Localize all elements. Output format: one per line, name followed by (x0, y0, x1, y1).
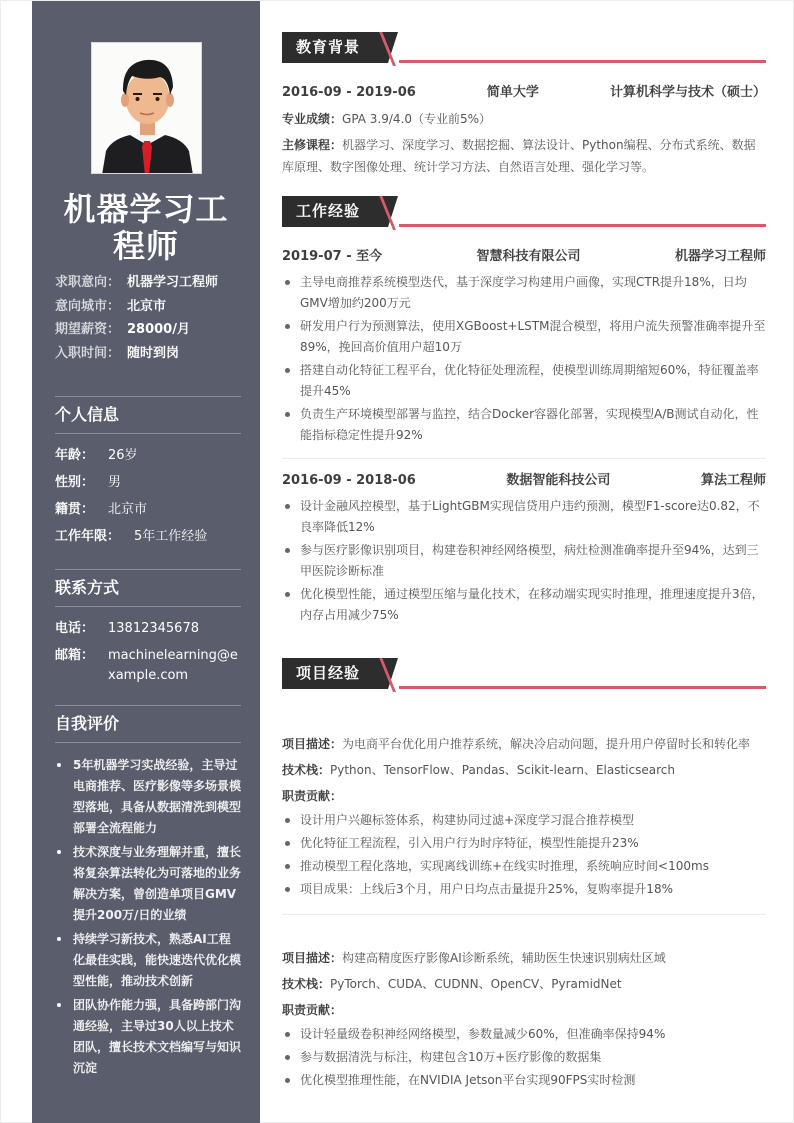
section-title: 项目经验 (282, 658, 388, 689)
info-row-hometown (55, 500, 241, 520)
info-label: 籍贯： (55, 502, 95, 517)
list-item: 项目成果：上线后3个月，用户日均点击量提升25%，复购率提升18% (282, 879, 766, 900)
project-desc-row (282, 947, 766, 969)
job-entry (282, 247, 766, 446)
job-entry (282, 471, 766, 626)
list-item: 优化特征工程流程，引入用户行为时序特征，模型性能提升23% (282, 833, 766, 854)
info-value: 男 (108, 475, 122, 490)
intent-value: 北京市 (127, 298, 167, 314)
info-label: 邮箱： (55, 648, 95, 663)
divider (55, 742, 241, 743)
info-value: 5年工作经验 (134, 529, 208, 544)
list-item: 设计轻量级卷积神经网络模型，参数量减少60%，但准确率保持94% (282, 1024, 766, 1045)
project-bullets (282, 1024, 766, 1091)
email-value[interactable]: machinelearning@example.com (108, 648, 238, 683)
intent-row-salary (55, 320, 245, 344)
info-label: 年龄： (55, 448, 95, 463)
info-label: 电话： (55, 621, 95, 636)
job-role: 算法工程师 (700, 473, 766, 488)
contact-email (55, 646, 241, 686)
accent-line (399, 224, 766, 227)
degree-major: 计算机科学与技术（硕士） (609, 85, 766, 100)
intent-row-availability (55, 344, 245, 368)
divider (282, 458, 766, 459)
avatar-illustration-icon (92, 43, 202, 174)
list-item: 团队协作能力强，具备跨部门沟通经验，主导过30人以上技术团队，擅长技术文档编写与知识沉淀 (55, 995, 241, 1079)
education-period: 2016-09 - 2019-06 (282, 85, 416, 100)
intent-value: 28000/月 (127, 322, 190, 337)
tech-stack: PyTorch、CUDA、CUDNN、OpenCV、PyramidNet (330, 977, 622, 991)
job-role: 机器学习工程师 (674, 249, 766, 264)
sidebar (32, 1, 260, 1123)
courses-value: 机器学习、深度学习、数据挖掘、算法设计、Python编程、分布式系统、数据库原理、数字图像处理、统计学习方法、自然语言处理、强化学习等。 (282, 138, 756, 174)
project-desc: 构建高精度医疗影像AI诊断系统，辅助医生快速识别病灶区域 (342, 951, 666, 965)
list-item: 优化模型性能，通过模型压缩与量化技术，在移动端实现实时推理，推理速度提升3倍，内存占用减少75% (282, 584, 766, 626)
duty-label-row (282, 785, 766, 807)
duty-label-row (282, 999, 766, 1021)
accent-line (399, 60, 766, 63)
personal-info-section (55, 396, 241, 554)
job-header-row (282, 247, 766, 267)
projects-section (282, 658, 766, 1093)
list-item: 参与医疗影像识别项目，构建卷积神经网络模型，病灶检测准确率提升至94%，达到三甲医院诊断标准 (282, 540, 766, 582)
tech-stack-row (282, 973, 766, 995)
gpa-value: GPA 3.9/4.0（专业前5%） (342, 112, 492, 126)
section-header (282, 658, 766, 689)
company-name: 智慧科技有限公司 (476, 249, 581, 264)
section-title: 工作经验 (282, 196, 388, 227)
info-value: 北京市 (108, 502, 148, 517)
divider (55, 606, 241, 607)
intent-value: 随时到岗 (127, 345, 180, 361)
intent-row-position (55, 273, 245, 297)
education-header-row (282, 83, 766, 103)
info-label: 工作年限： (55, 529, 121, 544)
phone-value[interactable]: 13812345678 (108, 621, 199, 636)
info-value: 26岁 (108, 448, 138, 463)
section-header (282, 32, 766, 63)
contact-section (55, 569, 241, 693)
candidate-title: 机器学习工程师 (63, 190, 229, 265)
job-bullets (282, 496, 766, 626)
profile-photo (91, 42, 202, 174)
project-desc-row (282, 733, 766, 755)
job-intent-list (55, 273, 245, 367)
project-entry (282, 733, 766, 900)
contact-phone (55, 619, 241, 639)
info-label: 性别： (55, 475, 95, 490)
list-item: 推动模型工程化落地，实现离线训练+在线实时推理，系统响应时间<100ms (282, 856, 766, 877)
section-header (282, 196, 766, 227)
project-desc-label: 项目描述： (282, 951, 343, 965)
company-name: 数据智能科技公司 (506, 473, 611, 488)
section-title: 联系方式 (55, 578, 120, 597)
list-item: 持续学习新技术，熟悉AI工程化最佳实践，能快速迭代优化模型性能，推动技术创新 (55, 929, 241, 992)
list-item: 5年机器学习实战经验，主导过电商推荐、医疗影像等多场景模型落地，具备从数据清洗到模型部署全流程能力 (55, 755, 241, 839)
tech-stack-label: 技术栈： (282, 763, 331, 777)
tech-stack-row (282, 759, 766, 781)
intent-label: 求职意向： (55, 275, 121, 290)
intent-label: 意向城市： (55, 298, 121, 314)
gpa-label: 专业成绩： (282, 112, 343, 126)
list-item: 研发用户行为预测算法，使用XGBoost+LSTM混合模型，将用户流失预警准确率提升至89%，挽回高价值用户超10万 (282, 316, 766, 358)
tech-stack-label: 技术栈： (282, 977, 331, 991)
list-item: 设计金融风控模型，基于LightGBM实现信贷用户违约预测，模型F1-score达0.82，不良率降低12% (282, 496, 766, 538)
work-experience-section (282, 196, 766, 628)
intent-value: 机器学习工程师 (127, 275, 219, 290)
job-period: 2019-07 - 至今 (282, 249, 383, 264)
list-item: 设计用户兴趣标签体系，构建协同过滤+深度学习混合推荐模型 (282, 810, 766, 831)
list-item: 优化模型推理性能，在NVIDIA Jetson平台实现90FPS实时检测 (282, 1070, 766, 1091)
self-evaluation-list (55, 755, 241, 1079)
job-header-row (282, 471, 766, 491)
intent-label: 期望薪资： (55, 322, 121, 337)
duty-label: 职责贡献： (282, 789, 343, 803)
list-item: 主导电商推荐系统模型迭代，基于深度学习构建用户画像，实现CTR提升18%，日均GMV增加约200万元 (282, 272, 766, 314)
job-period: 2016-09 - 2018-06 (282, 473, 416, 488)
education-section (282, 32, 766, 178)
section-title: 个人信息 (55, 405, 120, 424)
info-row-gender (55, 473, 241, 493)
list-item: 参与数据清洗与标注，构建包含10万+医疗影像的数据集 (282, 1047, 766, 1068)
courses-row (282, 134, 766, 178)
section-title: 教育背景 (282, 32, 388, 63)
list-item: 负责生产环境模型部署与监控，结合Docker容器化部署，实现模型A/B测试自动化，性能指标稳定性提升92% (282, 404, 766, 446)
courses-label: 主修课程： (282, 138, 343, 152)
duty-label: 职责贡献： (282, 1003, 343, 1017)
info-row-experience-years (55, 527, 241, 547)
accent-line (399, 686, 766, 689)
divider (55, 433, 241, 434)
intent-row-city (55, 297, 245, 321)
list-item: 技术深度与业务理解并重，擅长将复杂算法转化为可落地的业务解决方案，曾创造单项目GMV提升200万/日的业绩 (55, 842, 241, 926)
intent-label: 入职时间： (55, 345, 121, 361)
project-entry (282, 947, 766, 1091)
tech-stack: Python、TensorFlow、Pandas、Scikit-learn、Elasticsearch (330, 763, 675, 777)
project-desc-label: 项目描述： (282, 737, 343, 751)
self-evaluation-section (55, 705, 241, 1082)
school-name: 简单大学 (486, 85, 539, 100)
job-bullets (282, 272, 766, 446)
list-item: 搭建自动化特征工程平台，优化特征处理流程，使模型训练周期缩短60%，特征覆盖率提升45% (282, 360, 766, 402)
project-desc: 为电商平台优化用户推荐系统，解决冷启动问题，提升用户停留时长和转化率 (342, 737, 751, 751)
project-bullets (282, 810, 766, 900)
divider (282, 914, 766, 915)
gpa-row (282, 108, 766, 130)
info-row-age (55, 446, 241, 466)
section-title: 自我评价 (55, 714, 120, 733)
